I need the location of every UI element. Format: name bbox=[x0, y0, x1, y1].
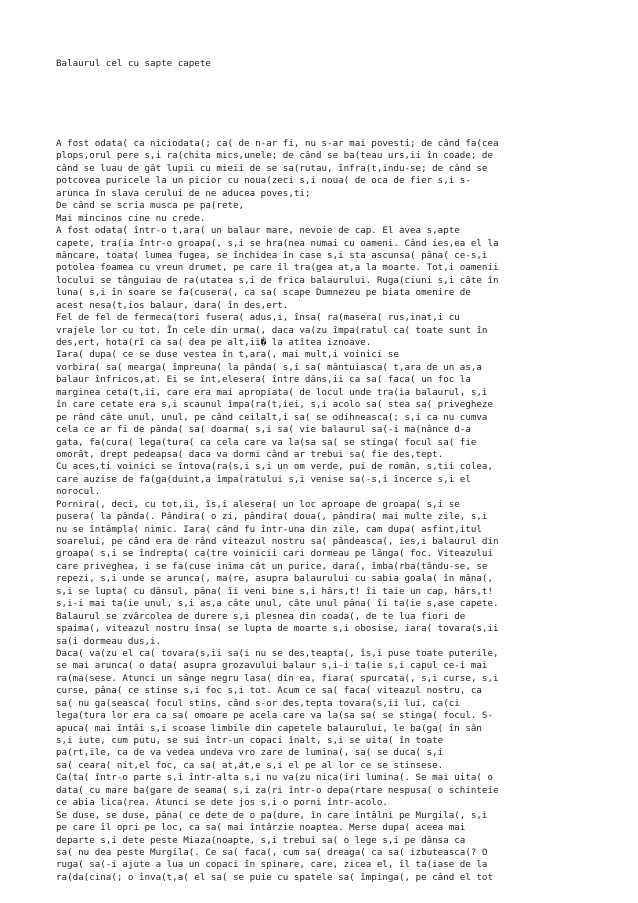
text-line: Ca(ta( într-o parte s,i într-alta s,i nu va(zu nica(iri lumina(. Se mai uita( o bbox=[56, 772, 493, 784]
text-line: acest nesa(t,ios balaur, dara( în des,ert. bbox=[56, 299, 289, 311]
text-line: ra(da(cina(; o înva(t,a( el sa( se puie cu spatele sa( împinga(, pe când el tot bbox=[56, 871, 493, 883]
text-line: A fost odata( într-o t,ara( un balaur mare, nevoie de cap. El avea s,apte bbox=[56, 225, 460, 237]
text-line: Daca( va(zu el ca( tovara(s,ii sa(i nu se des,teapta(, îs,i puse toate puterile, bbox=[56, 647, 499, 659]
text-line: Se duse, se duse, pâna( ce dete de o pa(dure, în care întâlni pe Murgila(, s,i bbox=[56, 809, 488, 821]
text-line: soarelui, pe când era de rând viteazul nostru sa( pândeasca(, ies,i balaurul din bbox=[56, 536, 499, 547]
text-line: pe rând câte unul, unul, pe când ceilalt,i sa( se odihneasca(; s,i ca nu cumva bbox=[56, 411, 488, 423]
text-line: Mai mincinos cine nu crede. bbox=[56, 212, 206, 224]
text-line: repezi, s,i unde se arunca(, ma(re, asupra balaurului cu sabia goala( în mâna(, bbox=[56, 573, 493, 585]
text-line: s,i iute, cum putu, se sui într-un copaci înalt, s,i se uita( în toate bbox=[56, 735, 444, 746]
text-line: nu se întâmpla( nimic. Iara( când fu într-una din zile, cam dupa( asfint,itul bbox=[56, 523, 482, 535]
text-line: apuca( mai întâi s,i scoase limbile din capetele balaurului, le ba(ga( în sân bbox=[56, 722, 482, 734]
text-line: arunca în slava cerului de ne aducea poves,ti; bbox=[56, 187, 311, 199]
text-line: Iara( dupa( ce se duse vestea în t,ara(, mai mult,i voinici se bbox=[56, 349, 399, 361]
text-line: pe care îl opri pe loc, ca sa( mai întârzie noaptea. Merse dupa( aceea mai bbox=[56, 822, 466, 834]
text-line: Balaurul se zvârcolea de durere s,i plesnea din coada(, de te lua fiori de bbox=[56, 610, 466, 622]
text-line: vorbira( sa( mearga( împreuna( la pânda( s,i sa( mântuiasca( t,ara de un as,a bbox=[56, 361, 482, 373]
text-line: ruga( sa(-i ajute a lua un copaci în spinare, care, zicea el, îl ta(iase de la bbox=[56, 859, 488, 871]
text-line: ce abia lica(rea. Atunci se dete jos s,i o porni într-acolo. bbox=[56, 797, 388, 809]
text-line: când se luau de gât lupii cu mieii de se sa(rutau, înfra(t,indu-se; de când se bbox=[56, 162, 488, 174]
document-title: Balaurul cel cu sapte capete bbox=[56, 58, 211, 69]
text-line: cela ce ar fi de pânda( sa( doarma( s,i sa( vie balaurul sa(-i ma(nânce d-a bbox=[56, 424, 471, 436]
text-line: ra(ma(sese. Atunci un sânge negru lasa( din ea, fiara( spurcata(, s,i curse, s,i bbox=[56, 672, 499, 684]
text-line: pusera( la pânda(. Pândira( o zi, pândira( doua(, pândira( mai multe zile, s,i bbox=[56, 511, 488, 523]
text-line: vrajele lor cu tot. În cele din urma(, daca va(zu împa(ratul ca( toate sunt în bbox=[56, 324, 488, 336]
text-line: Cu aces,ti voinici se întova(ra(s,i s,i un om verde, pui de român, s,tii colea, bbox=[56, 461, 493, 473]
text-line: sa( nu dea peste Murgila(. Ce sa( faca(, cum sa( dreaga( ca sa( izbuteasca(? O bbox=[56, 846, 488, 858]
text-line: sa( nu ga(seasca( focul stins, când s-or des,tepta tovara(s,ii lui, ca(ci bbox=[56, 697, 460, 709]
text-line: s,i se lupta( cu dânsul, pâna( îi veni bine s,i hârs,t! îi taie un cap, hârs,t! bbox=[56, 585, 493, 597]
text-line: gata, fa(cura( lega(tura( ca cela care va la(sa sa( se stinga( focul sa( fie bbox=[56, 436, 477, 448]
text-line: care auzise de fa(ga(duint,a împa(ratului s,i venise sa(-s,i încerce s,i el bbox=[56, 473, 471, 485]
text-line: luna( s,i în soare se fa(cusera(, ca sa( scape Dumnezeu pe biata omenire de bbox=[56, 287, 471, 299]
text-line: Pornira(, deci, cu tot,ii, îs,i alesera( un loc aproape de groapa( s,i se bbox=[56, 498, 460, 510]
text-line: sa(i dormeau dus,i. bbox=[56, 635, 162, 647]
text-line: capete, tra(ia într-o groapa(, s,i se hra(nea numai cu oameni. Când ies,ea el la bbox=[56, 237, 499, 249]
text-line: A fost odata( ca niciodata(; ca( de n-ar fi, nu s-ar mai povesti; de când fa(cea bbox=[56, 138, 499, 149]
text-line: lega(tura lor era ca sa( omoare pe acela care va la(sa sa( se stinga( focul. S- bbox=[56, 710, 493, 722]
text-line: De când se scria musca pe pa(rete, bbox=[56, 200, 245, 212]
document-body bbox=[56, 138, 626, 884]
text-line: în care cetate era s,i scaunul împa(ra(t,iei, s,i acolo sa( stea sa( privegheze bbox=[56, 399, 493, 411]
text-line: Fel de fel de fermeca(tori fusera( adus,i, însa( ra(masera( rus,inat,i cu bbox=[56, 312, 460, 324]
text-line: groapa( s,i se îndrepta( ca(tre voinicii cari dormeau pe lânga( foc. Viteazului bbox=[56, 548, 493, 560]
text-line: sa( ceara( nit,el foc, ca sa( at,át,e s,i el pe al lor ce se stinsese. bbox=[56, 759, 444, 771]
text-line: omorât, drept pedeapsa( daca va dormi când ar trebui sa( fie des,tept. bbox=[56, 448, 444, 460]
text-line: mâncare, toata( lumea fugea, se închidea în case s,i sta ascunsa( pâna( ce-s,i bbox=[56, 249, 488, 261]
text-line: se mai arunca( o data( asupra grozavului balaur s,i-i ta(ie s,i capul ce-i mai bbox=[56, 660, 488, 672]
text-line: marginea cetа(t,ii, care era mai apropiata( de locul unde tra(ia balaurul, s,i bbox=[56, 386, 488, 398]
text-line: spaima(, viteazul nostru însa( se lupta de moarte s,i obosise, iara( tovara(s,ii bbox=[56, 623, 499, 635]
text-line: s,i-i mai ta(ie unul, s,i as,a câte unul, câte unul pâna( îi ta(ie s,ase capete. bbox=[56, 598, 499, 610]
text-line: care priveghea, i se fa(cuse inima cât un purice, dara(, îmba(rba(tându-se, se bbox=[56, 560, 488, 572]
text-line: data( cu mare ba(gare de seama( s,i za(ri într-o depa(rtare nespusa( o schinteie bbox=[56, 784, 499, 796]
text-line: plops,orul pere s,i ra(chita mics,unele; de când se ba(teau urs,ii în coade; de bbox=[56, 150, 493, 162]
text-line: departe s,i dete peste Miaza(noapte, s,i trebui sa( o lege s,i pe dânsa ca bbox=[56, 834, 466, 846]
text-line: potcovea puricele la un picior cu noua(zeci s,i noua( de oca de fier s,i s- bbox=[56, 175, 471, 187]
text-line: balaur înfricos,at. Ei se înt,elesera( între dâns,ii ca sa( faca( un foc la bbox=[56, 374, 471, 386]
text-line: norocul. bbox=[56, 486, 101, 498]
text-line: potolea foamea cu vreun drumet, pe care îl tra(gea at,a la moarte. Tot,i oamenii bbox=[56, 262, 499, 274]
text-line: locului se tânguiau de ra(utatea s,i de frica balaurului. Ruga(ciuni s,i câte în bbox=[56, 274, 499, 286]
text-line: des,ert, hota(rî ca sa( dea pe alt,ii� la atîtea iznoave. bbox=[56, 337, 372, 348]
text-line: curse, pâna( ce stinse s,i foc s,i tot. Acum ce sa( faca( viteazul nostru, ca bbox=[56, 685, 482, 697]
text-line: pa(rt,ile, ca de va vedea undeva vro zare de lumina(, sa( se duca( s,i bbox=[56, 747, 444, 759]
